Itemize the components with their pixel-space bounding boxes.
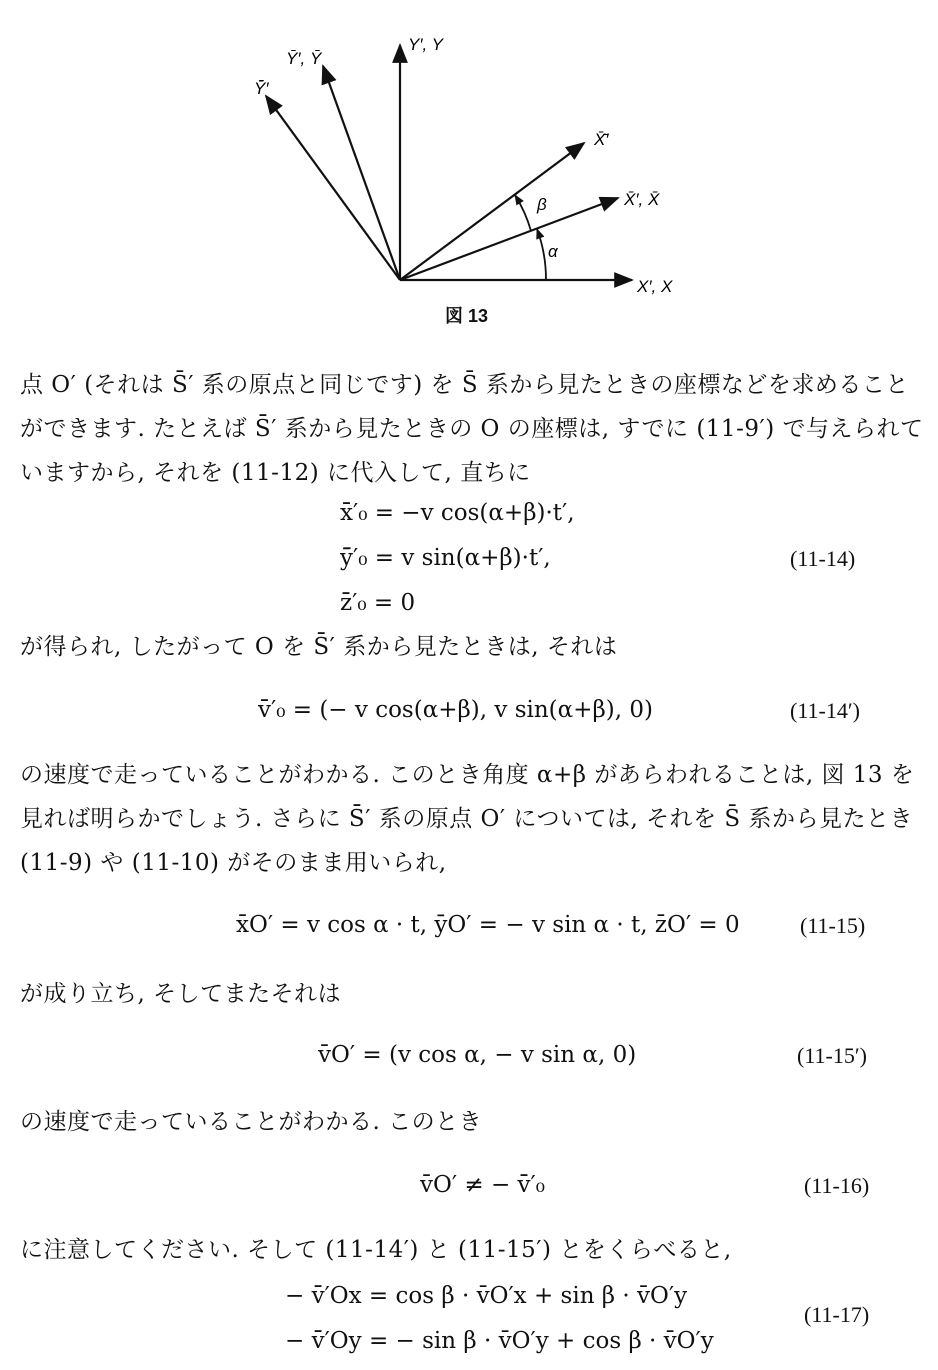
equation-14b: ȳ̄′₀ = v sin(α+β)·t′,	[340, 545, 551, 571]
equation-number-14-prime: (11-14′)	[790, 698, 860, 723]
beta-arc	[515, 195, 531, 231]
equation-number-15: (11-15)	[800, 913, 866, 938]
label-beta: β	[537, 195, 547, 214]
paragraph-6: に注意してください. そして (11-14′) と (11-15′) とをくらべると,	[20, 1237, 732, 1263]
paragraph-2: が得られ, したがって O を S̄̄′ 系から見たときは, それは	[20, 634, 618, 660]
paragraph-5: の速度で走っていることがわかる. このとき	[20, 1109, 483, 1135]
equation-17a: − v̄̄′Ox = cos β · v̄O′x + sin β · v̄O′y	[285, 1283, 688, 1309]
equation-17b: − v̄̄′Oy = − sin β · v̄O′y + cos β · v̄O′y	[285, 1328, 714, 1354]
axis-y-bar	[323, 66, 400, 280]
paragraph-4: が成り立ち, そしてまたそれは	[20, 981, 342, 1007]
paragraph-intro: 点 O′ (それは S̄′ 系の原点と同じです) を S̄ 系から見たときの座標などを求めることができます. たとえば S̄̄′ 系から見たときの O の座標は, すでに (11-9′) で与えられていますから, それを (11-12) に代入して, 直ちに	[20, 372, 924, 486]
equation-number-17: (11-17)	[804, 1302, 870, 1327]
alpha-arc	[537, 229, 546, 280]
axis-x-bar	[400, 198, 618, 280]
equation-number-16: (11-16)	[804, 1173, 870, 1198]
equation-number-15-prime: (11-15′)	[797, 1043, 867, 1068]
label-x-bar: X̄′, X̄	[624, 190, 660, 209]
equation-15: x̄O′ = v cos α · t, ȳO′ = − v sin α · t, z̄O′ = 0	[236, 912, 740, 938]
equation-14c: z̄̄′₀ = 0	[340, 590, 416, 616]
figure-caption: 図 13	[445, 306, 489, 326]
equation-14a: x̄̄′₀ = −v cos(α+β)·t′,	[340, 500, 575, 526]
label-alpha: α	[548, 242, 558, 261]
paragraph-3: の速度で走っていることがわかる. このとき角度 α+β があらわれることは, 図 13 を見れば明らかでしょう. さらに S̄̄′ 系の原点 O′ については, それを S̄ 系から見たとき (11-9) や (11-10) がそのまま用いられ,	[20, 762, 915, 876]
label-y-bar: Ȳ′, Ȳ	[286, 49, 322, 68]
axes-diagram	[0, 0, 938, 330]
label-y: Y′, Y	[408, 35, 444, 54]
equation-number-14: (11-14)	[790, 546, 856, 571]
label-y-dbl: Ȳ̄′	[254, 79, 269, 98]
equation-16: v̄O′ ≠ − v̄̄′₀	[420, 1172, 545, 1198]
equation-15-prime: v̄O′ = (v cos α, − v sin α, 0)	[318, 1042, 637, 1068]
label-x-dbl: X̄̄′	[594, 130, 609, 149]
equation-14-prime: v̄̄′₀ = (− v cos(α+β), v sin(α+β), 0)	[258, 697, 653, 723]
axis-y-dbl	[266, 96, 400, 280]
label-x: X′, X	[637, 277, 673, 296]
